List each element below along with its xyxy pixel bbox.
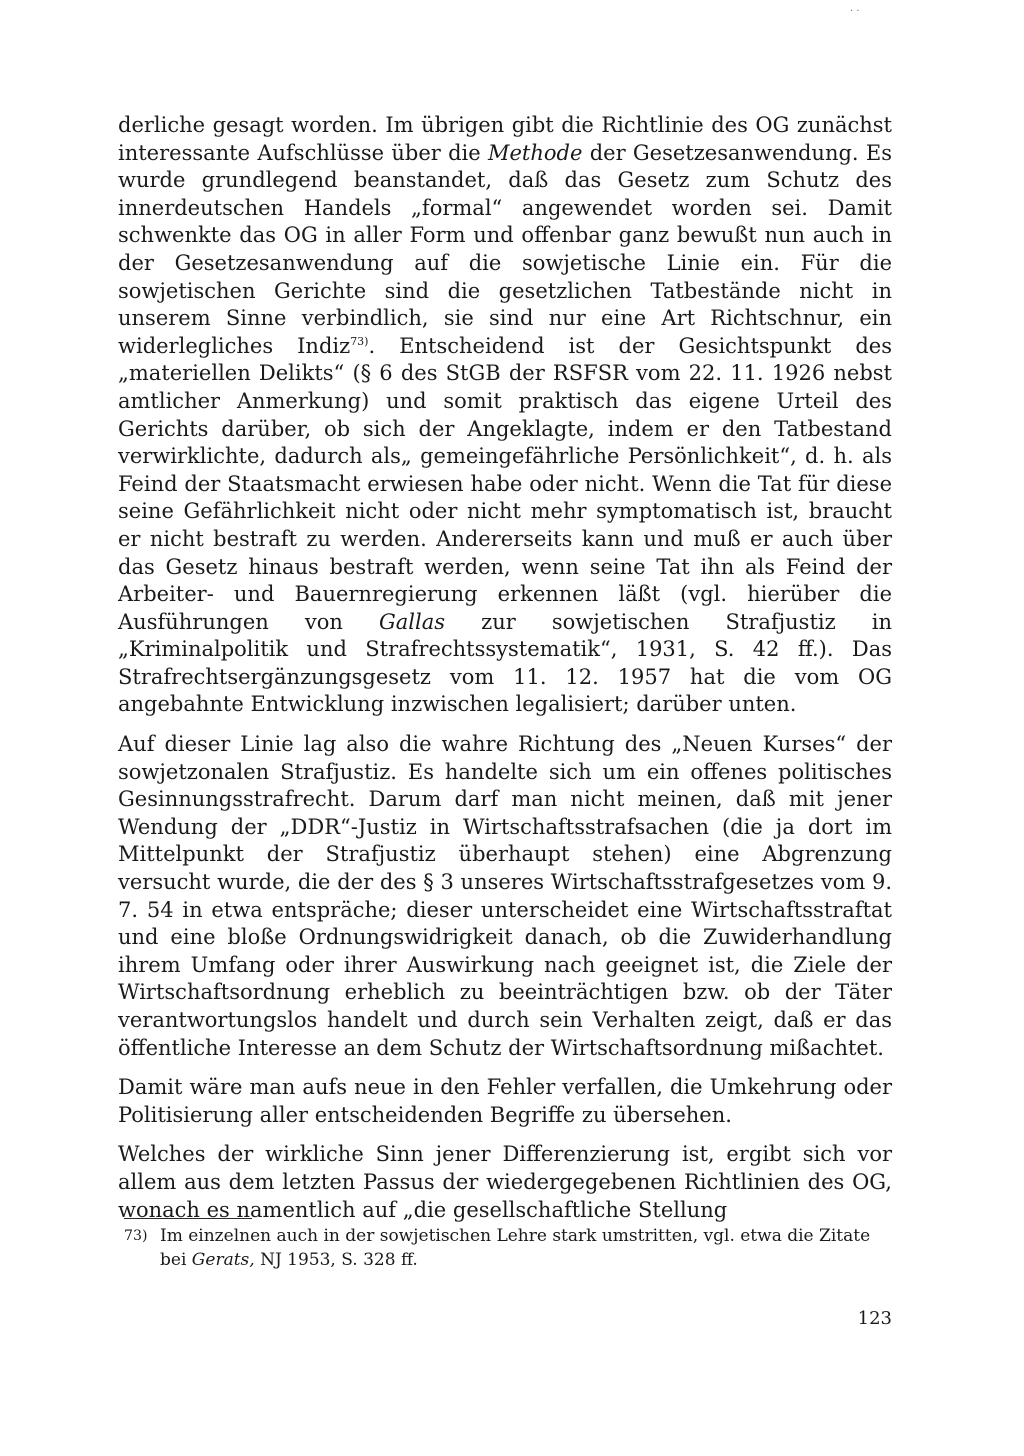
paragraph-2: Auf dieser Linie lag also die wahre Richtung des „Neuen Kurses“ der sowjetzonalen Strafjustiz. Es handelte sich um ein offenes politisches Gesinnungsstrafrecht. Darum darf man nicht meinen, daß mit jener Wendung der „DDR“-Justiz in Wirtschaftsstrafsachen (die ja dort im Mittelpunkt der Strafjustiz überhaupt stehen) eine Abgrenzung versucht wurde, die der des § 3 unseres Wirtschaftsstrafgesetzes vom 9. 7. 54 in etwa entspräche; dieser unterscheidet eine Wirtschaftsstraftat und eine bloße Ordnungswidrigkeit danach, ob die Zuwiderhandlung ihrem Umfang oder ihrer Auswirkung nach geeignet ist, die Ziele der Wirtschaftsordnung erheblich zu beeinträchtigen bzw. ob der Täter verantwortungslos handelt und durch sein Verhalten zeigt, daß er das öffentliche Interesse an dem Schutz der Wirtschaftsordnung mißachtet. xyxy=(118,732,892,1060)
main-text xyxy=(118,112,892,1224)
emphasized-name: Methode xyxy=(487,140,583,165)
scan-speck: · · xyxy=(850,6,860,17)
paragraph-1: derliche gesagt worden. Im übrigen gibt die Richtlinie des OG zunächst interessante Aufschlüsse über die Methode der Gesetzesanwendung. Es wurde grundlegend beanstandet, daß das Gesetz zum Schutz des innerdeutschen Handels „formal“ angewendet worden sei. Damit schwenkte das OG in aller Form und offenbar ganz bewußt nun auch in der Gesetzesanwendung auf die sowjetische Linie ein. Für die sowjetischen Gerichte sind die gesetzlichen Tatbestände nicht in unserem Sinne verbindlich, sie sind nur eine Art Richtschnur, ein widerlegliches Indiz$^{73)}$. Entscheidend ist der Gesichtspunkt des „materiellen Delikts“ (§ 6 des StGB der RSFSR vom 22. 11. 1926 nebst amtlicher Anmerkung) und somit praktisch das eigene Urteil des Gerichts darüber, ob sich der Angeklagte, indem er den Tatbestand verwirklichte, dadurch als„ gemeingefährliche Persönlichkeit“, d. h. als Feind der Staatsmacht erwiesen habe oder nicht. Wenn die Tat für diese seine Gefährlichkeit nicht oder nicht mehr symptomatisch ist, braucht er nicht bestraft zu werden. Andererseits kann und muß er auch über das Gesetz hinaus bestraft werden, wenn seine Tat ihn als Feind der Arbeiter- und Bauernregierung erkennen läßt (vgl. hierüber die Ausführungen von Gallas zur sowjetischen Strafjustiz in „Kriminalpolitik und Strafrechtssystematik“, 1931, S. 42 ff.). Das Strafrechtsergänzungsgesetz vom 11. 12. 1957 hat die vom OG angebahnte Entwicklung inzwischen legalisiert; darüber unten. xyxy=(118,113,893,717)
footnote-divider xyxy=(124,1218,252,1219)
footnote-reference: 73) xyxy=(350,334,369,348)
footnote-text: Im einzelnen auch in der sowjetischen Lehre stark umstritten, vgl. etwa die Zitate bei Gerats, NJ 1953, S. 328 ff. xyxy=(160,1226,871,1270)
emphasized-name: Gerats, xyxy=(191,1250,255,1270)
paragraph-4: Welches der wirkliche Sinn jener Differenzierung ist, ergibt sich vor allem aus dem letzten Passus der wiedergegebenen Richtlinien des OG, wonach es namentlich auf „die gesellschaftliche Stellung xyxy=(118,1142,892,1222)
paragraph-3: Damit wäre man aufs neue in den Fehler verfallen, die Umkehrung oder Politisierung aller entscheidenden Begriffe zu übersehen. xyxy=(118,1075,892,1127)
emphasized-name: Gallas xyxy=(379,609,446,634)
footnote xyxy=(124,1224,894,1272)
footnote-marker: 73) xyxy=(124,1228,148,1244)
page-number: 123 xyxy=(857,1308,892,1329)
